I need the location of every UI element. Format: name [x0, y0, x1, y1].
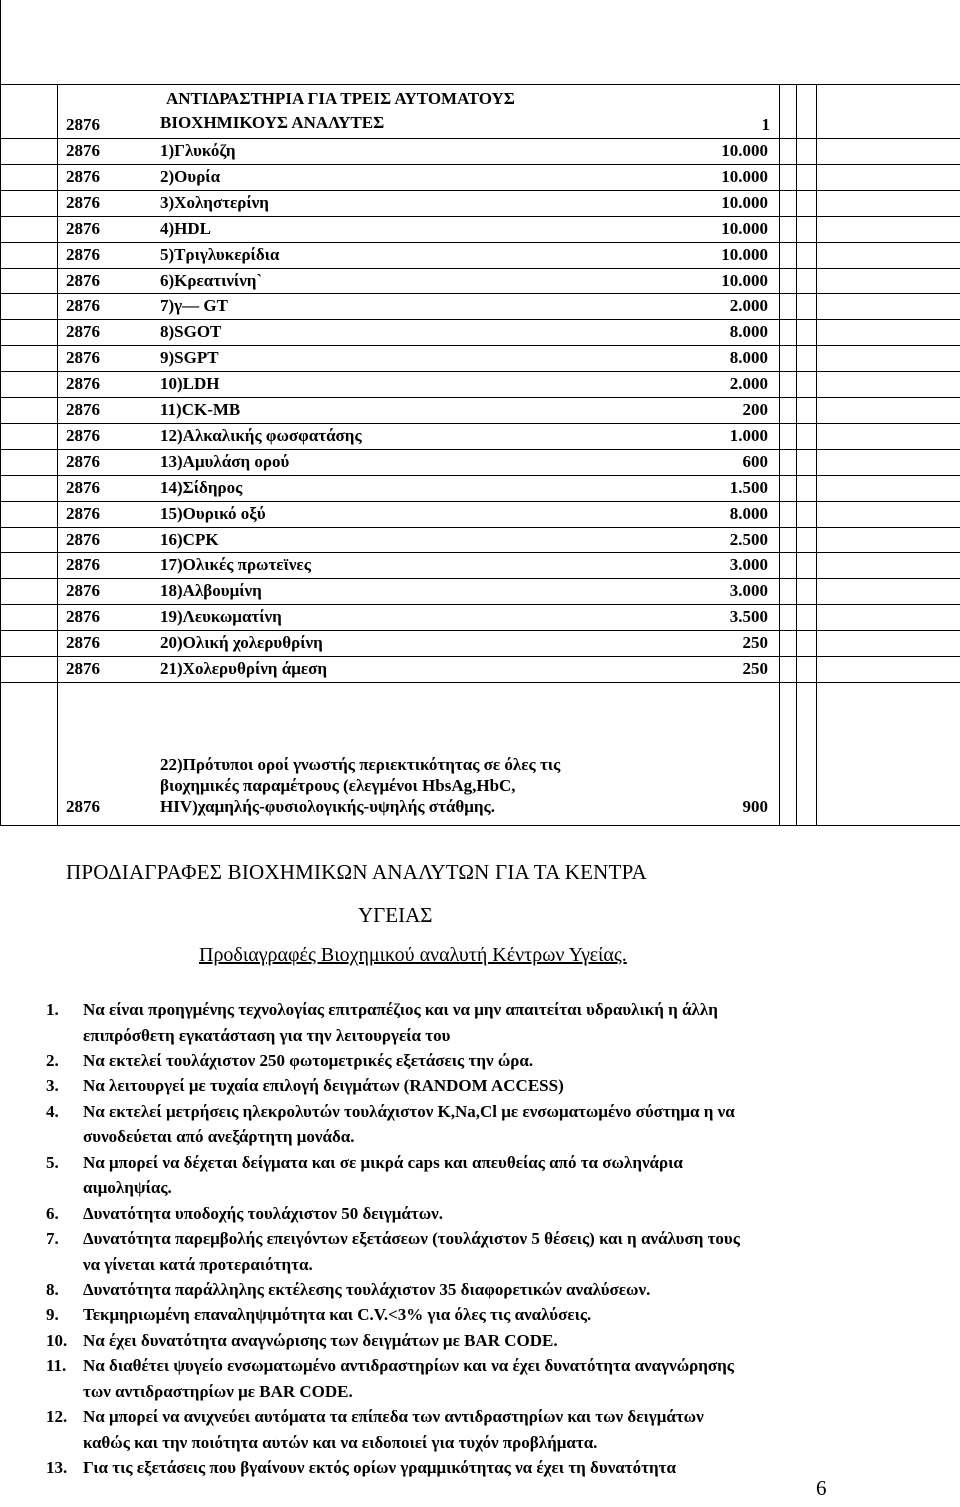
spec-text	[83, 1404, 913, 1455]
spec-text	[83, 1099, 913, 1150]
table-row-line	[0, 216, 960, 217]
table-row	[0, 397, 960, 423]
spec-text	[83, 1455, 913, 1481]
spec-text	[83, 1277, 913, 1303]
item-code: 2876	[66, 581, 100, 601]
table-row	[0, 345, 960, 371]
spec-text-line: Τεκμηριωμένη επαναληψιμότητα και C.V.<3% για όλες τις αναλύσεις.	[83, 1305, 592, 1325]
item-code: 2876	[66, 529, 100, 549]
table-row-line	[0, 319, 960, 320]
item-name: 19)Λευκωματίνη	[160, 607, 282, 627]
item-code: 2876	[66, 797, 100, 816]
item-name: 6)Κρεατινίνη`	[160, 270, 263, 290]
item-name: 4)HDL	[160, 218, 211, 238]
specs-title: ΠΡΟΔΙΑΓΡΑΦΕΣ ΒΙΟΧΗΜΙΚΩΝ ΑΝΑΛΥΤΩΝ ΓΙΑ ΤΑ ΚΕΝΤΡΑ	[66, 860, 647, 884]
spec-text-line: Δυνατότητα παρεμβολής επειγόντων εξετάσεων (τουλάχιστον 5 θέσεις) και η ανάλυση τους	[83, 1229, 740, 1249]
item-quantity: 2.500	[729, 529, 768, 549]
item-name	[160, 87, 515, 135]
item-quantity: 3.500	[729, 607, 768, 627]
table-row-line	[0, 656, 960, 657]
item-name-line: 22)Πρότυποι οροί γνωστής περιεκτικότητας σε όλες τις	[160, 755, 561, 774]
spec-text-line: Δυνατότητα υποδοχής τουλάχιστον 50 δειγμάτων.	[83, 1203, 443, 1223]
spec-text	[83, 997, 913, 1048]
spec-text-line: Να λειτουργεί με τυχαία επιλογή δειγμάτων (RANDOM ACCESS)	[83, 1076, 564, 1096]
item-code: 2876	[66, 607, 100, 627]
item-quantity: 8.000	[729, 503, 768, 523]
item-name: 2)Ουρία	[160, 166, 221, 186]
item-name: 8)SGOT	[160, 322, 222, 342]
table-row	[0, 242, 960, 268]
spec-text-line: Να εκτελεί μετρήσεις ηλεκρολυτών τουλάχιστον K,Na,Cl με ενσωματωμένο σύστημα η να	[83, 1101, 735, 1121]
item-code: 2876	[66, 218, 100, 238]
item-name: 21)Χολερυθρίνη άμεση	[160, 659, 328, 678]
table-row	[0, 578, 960, 604]
item-quantity: 1	[761, 115, 770, 134]
item-name: 17)Ολικές πρωτεϊνες	[160, 555, 311, 575]
item-name: 7)γ― GT	[160, 296, 228, 316]
spec-number: 2.	[46, 1050, 59, 1070]
table-row-line	[0, 578, 960, 579]
table-row	[0, 268, 960, 294]
item-code: 2876	[66, 374, 100, 394]
spec-text-line: Να μπορεί να δέχεται δείγματα και σε μικρά caps και απευθείας από τα σωληνάρια	[83, 1152, 683, 1172]
item-name-line: ΒΙΟΧΗΜΙΚΟΥΣ ΑΝΑΛΥΤΕΣ	[160, 113, 385, 132]
table-row	[0, 138, 960, 164]
table-row	[0, 449, 960, 475]
item-code: 2876	[66, 400, 100, 419]
item-name-line: βιοχημικές παραμέτρους (ελεγμένοι HbsAg,HbC,	[160, 776, 516, 795]
item-quantity: 8.000	[729, 322, 768, 342]
item-quantity: 10.000	[721, 166, 768, 186]
item-code: 2876	[66, 425, 100, 445]
item-quantity: 10.000	[721, 244, 768, 264]
item-name: 15)Ουρικό οξύ	[160, 503, 266, 523]
item-name-line: ΑΝΤΙΔΡΑΣΤΗΡΙΑ ΓΙΑ ΤΡΕΙΣ ΑΥΤΟΜΑΤΟΥΣ	[166, 89, 515, 108]
spec-text	[83, 1302, 913, 1328]
table-header-row	[0, 84, 960, 138]
item-name: 20)Ολική χολερυθρίνη	[160, 633, 323, 653]
item-quantity: 10.000	[721, 218, 768, 238]
spec-text	[83, 1226, 913, 1277]
spec-number: 3.	[46, 1076, 59, 1096]
item-code: 2876	[66, 555, 100, 575]
table-row	[0, 371, 960, 397]
table-row	[0, 216, 960, 242]
table-row-line	[0, 242, 960, 243]
spec-text-line: Να έχει δυνατότητα αναγνώρισης των δειγμάτων με BAR CODE.	[83, 1330, 558, 1350]
spec-text-line: επιπρόσθετη εγκατάσταση για την λειτουργεία του	[83, 1025, 451, 1045]
item-quantity: 900	[742, 797, 768, 816]
table-row-line	[0, 138, 960, 139]
spec-text-line: αιμοληψίας.	[83, 1178, 172, 1198]
table-row	[0, 475, 960, 501]
table-row	[0, 630, 960, 656]
spec-text-line: καθώς και την ποιότητα αυτών και να ειδοποιεί για τυχόν προβλήματα.	[83, 1432, 598, 1452]
item-code: 2876	[66, 633, 100, 653]
item-code: 2876	[66, 270, 100, 290]
item-name: 14)Σίδηρος	[160, 477, 243, 497]
item-name: 1)Γλυκόζη	[160, 141, 236, 160]
table-row-line	[0, 682, 960, 683]
table-row-line	[0, 345, 960, 346]
spec-text	[83, 1328, 913, 1354]
table-row-line	[0, 397, 960, 398]
table-row-line	[0, 630, 960, 631]
table-row-line	[0, 604, 960, 605]
item-quantity: 10.000	[721, 192, 768, 212]
table-row	[0, 164, 960, 190]
table-row-line	[0, 268, 960, 269]
spec-number: 11.	[46, 1356, 67, 1376]
item-code: 2876	[66, 348, 100, 368]
table-row-line	[0, 501, 960, 502]
item-code: 2876	[66, 166, 100, 186]
item-quantity: 1.500	[729, 477, 768, 497]
spec-text-line: συνοδεύεται από ανεξάρτητη μονάδα.	[83, 1127, 355, 1147]
specs-title-continued: ΥΓΕΙΑΣ	[358, 903, 433, 927]
item-name: 12)Αλκαλικής φωσφατάσης	[160, 425, 362, 445]
spec-number: 13.	[46, 1458, 68, 1478]
item-quantity: 250	[742, 659, 768, 678]
table-row	[0, 527, 960, 553]
item-quantity: 600	[742, 451, 768, 471]
spec-text-line: Για τις εξετάσεις που βγαίνουν εκτός ορίων γραμμικότητας να έχει τη δυνατότητα	[83, 1458, 676, 1478]
item-code: 2876	[66, 141, 100, 160]
table-row	[0, 319, 960, 345]
table-row	[0, 552, 960, 578]
table-row	[0, 741, 960, 825]
item-code: 2876	[66, 451, 100, 471]
item-quantity: 200	[742, 400, 768, 419]
table-row	[0, 190, 960, 216]
item-name-line: HIV)χαμηλής-φυσιολογικής-υψηλής στάθμης.	[160, 797, 495, 816]
item-code: 2876	[66, 115, 100, 134]
item-quantity: 10.000	[721, 270, 768, 290]
table-row	[0, 293, 960, 319]
table-row-line	[0, 527, 960, 528]
spec-number: 7.	[46, 1229, 59, 1249]
table-row-line	[0, 423, 960, 424]
item-name: 11)CK-MB	[160, 400, 241, 419]
spec-text	[83, 1048, 913, 1074]
item-quantity: 1.000	[729, 425, 768, 445]
item-code: 2876	[66, 296, 100, 316]
spec-text-line: Δυνατότητα παράλληλης εκτέλεσης τουλάχιστον 35 διαφορετικών αναλύσεων.	[83, 1279, 651, 1299]
table-row-line	[0, 164, 960, 165]
item-code: 2876	[66, 244, 100, 264]
spec-text	[83, 1201, 913, 1227]
table-row-line	[0, 475, 960, 476]
table-row-line	[0, 449, 960, 450]
specs-subtitle: Προδιαγραφές Βιοχημικού αναλυτή Κέντρων Υγείας.	[199, 944, 627, 966]
spec-text	[83, 1353, 913, 1404]
item-quantity: 250	[742, 633, 768, 653]
spec-text-line: Να εκτελεί τουλάχιστον 250 φωτομετρικές εξετάσεις την ώρα.	[83, 1050, 534, 1070]
item-code: 2876	[66, 503, 100, 523]
spec-text-line: των αντιδραστηρίων με BAR CODE.	[83, 1381, 353, 1401]
spec-number: 10.	[46, 1330, 68, 1350]
item-name: 18)Αλβουμίνη	[160, 581, 262, 601]
table-row	[0, 656, 960, 682]
item-name: 5)Τριγλυκερίδια	[160, 244, 280, 264]
page-number: 6	[816, 1476, 827, 1500]
item-quantity: 3.000	[729, 581, 768, 601]
item-name: 13)Αμυλάση ορού	[160, 451, 290, 471]
spec-text	[83, 1073, 913, 1099]
table-row-line	[0, 190, 960, 191]
spec-text-line: Να μπορεί να ανιχνεύει αυτόματα τα επίπεδα των αντιδραστηρίων και των δειγμάτων	[83, 1407, 704, 1427]
item-code: 2876	[66, 192, 100, 212]
spec-number: 1.	[46, 1000, 59, 1019]
item-name: 9)SGPT	[160, 348, 219, 368]
item-code: 2876	[66, 322, 100, 342]
spec-number: 9.	[46, 1305, 59, 1325]
table-row	[0, 604, 960, 630]
item-name: 3)Χοληστερίνη	[160, 192, 269, 212]
spec-number: 4.	[46, 1101, 59, 1121]
table-row-line	[0, 552, 960, 553]
spec-number: 5.	[46, 1152, 59, 1172]
spec-number: 12.	[46, 1407, 68, 1427]
table-row	[0, 423, 960, 449]
table-row	[0, 501, 960, 527]
item-quantity: 10.000	[721, 141, 768, 160]
item-quantity: 2.000	[729, 374, 768, 394]
item-name: 10)LDH	[160, 374, 220, 394]
spec-number: 8.	[46, 1279, 59, 1299]
item-quantity: 3.000	[729, 555, 768, 575]
item-code: 2876	[66, 477, 100, 497]
item-quantity: 2.000	[729, 296, 768, 316]
spec-number: 6.	[46, 1203, 59, 1223]
item-name: 16)CPK	[160, 529, 219, 549]
item-name	[160, 754, 560, 817]
spec-text-line: να γίνεται κατά προτεραιότητα.	[83, 1254, 313, 1274]
item-quantity: 8.000	[729, 348, 768, 368]
spec-text-line: Να διαθέτει ψυγείο ενσωματωμένο αντιδραστηρίων και να έχει δυνατότητα αναγνώρησης	[83, 1356, 734, 1376]
item-code: 2876	[66, 659, 100, 678]
spec-text-line: Να είναι προηγμένης τεχνολογίας επιτραπέζιος και να μην απαιτείται υδραυλική η άλλη	[83, 1000, 718, 1019]
spec-text	[83, 1150, 913, 1201]
table-row-line	[0, 371, 960, 372]
table-row-line	[0, 293, 960, 294]
